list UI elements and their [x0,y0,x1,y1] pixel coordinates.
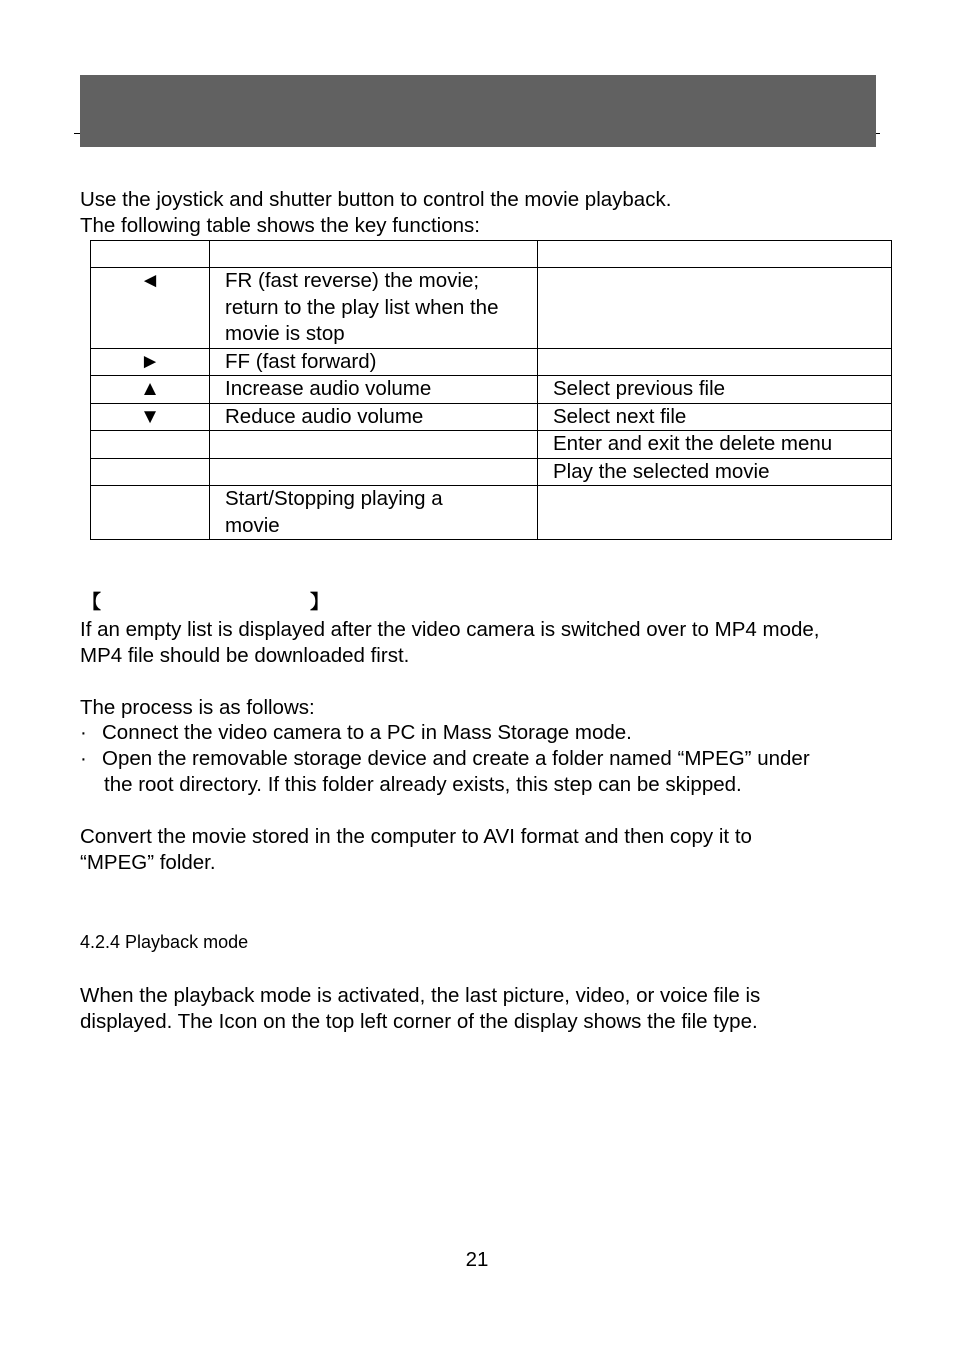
key-cell [91,431,210,459]
playback-function-cell: FF (fast forward) [210,348,538,376]
key-functions-table [90,240,892,540]
note-close-bracket: 】 [310,592,330,613]
list-item [80,746,810,772]
list-item [80,720,632,746]
process-intro: The process is as follows: [80,696,315,719]
table-header-row [91,241,892,268]
list-function-cell [538,348,892,376]
key-cell [91,458,210,486]
intro-line-1: Use the joystick and shutter button to control the movie playback. [80,188,672,211]
table-row [91,458,892,486]
list-function-cell: Play the selected movie [538,458,892,486]
table-row [91,348,892,376]
list-function-cell: Select next file [538,403,892,431]
note-open-bracket: 【 [82,592,102,613]
note-line-2: MP4 file should be downloaded first. [80,644,410,667]
step-2-text: Open the removable storage device and create a folder named “MPEG” under [102,747,810,770]
key-right-icon: ► [91,348,210,376]
header-cell-key [91,241,210,268]
list-function-cell: Enter and exit the delete menu [538,431,892,459]
playback-function-cell: Increase audio volume [210,376,538,404]
table-row [91,268,892,349]
list-function-cell [538,486,892,540]
bullet-icon: · [80,721,87,744]
table-row [91,376,892,404]
step-1-text: Connect the video camera to a PC in Mass Storage mode. [102,721,632,744]
list-function-cell [538,268,892,349]
key-left-icon: ◄ [91,268,210,349]
playback-function-cell: Start/Stopping playing a movie [210,486,538,540]
playback-function-cell [210,431,538,459]
convert-line-1: Convert the movie stored in the computer to AVI format and then copy it to [80,825,752,848]
playback-function-cell: Reduce audio volume [210,403,538,431]
note-line-1: If an empty list is displayed after the video camera is switched over to MP4 mode, [80,618,820,641]
section-text-line-1: When the playback mode is activated, the last picture, video, or voice file is [80,984,761,1007]
bullet-icon: · [80,747,87,770]
step-2-continuation: the root directory. If this folder already exists, this step can be skipped. [104,773,742,796]
key-cell [91,486,210,540]
list-function-cell: Select previous file [538,376,892,404]
playback-function-cell: FR (fast reverse) the movie; return to the play list when the movie is stop [210,268,538,349]
convert-line-2: “MPEG” folder. [80,851,216,874]
header-cell-playback [210,241,538,268]
key-up-icon: ▲ [91,376,210,404]
table-row [91,486,892,540]
table-row [91,403,892,431]
key-down-icon: ▼ [91,403,210,431]
header-cell-list [538,241,892,268]
table-row [91,431,892,459]
section-title: 4.2.4 Playback mode [80,932,249,952]
intro-line-2: The following table shows the key functions: [80,214,480,237]
chapter-header-bar [80,75,876,147]
playback-function-cell [210,458,538,486]
section-text-line-2: displayed. The Icon on the top left corner of the display shows the file type. [80,1010,758,1033]
page-number: 21 [465,1248,489,1271]
